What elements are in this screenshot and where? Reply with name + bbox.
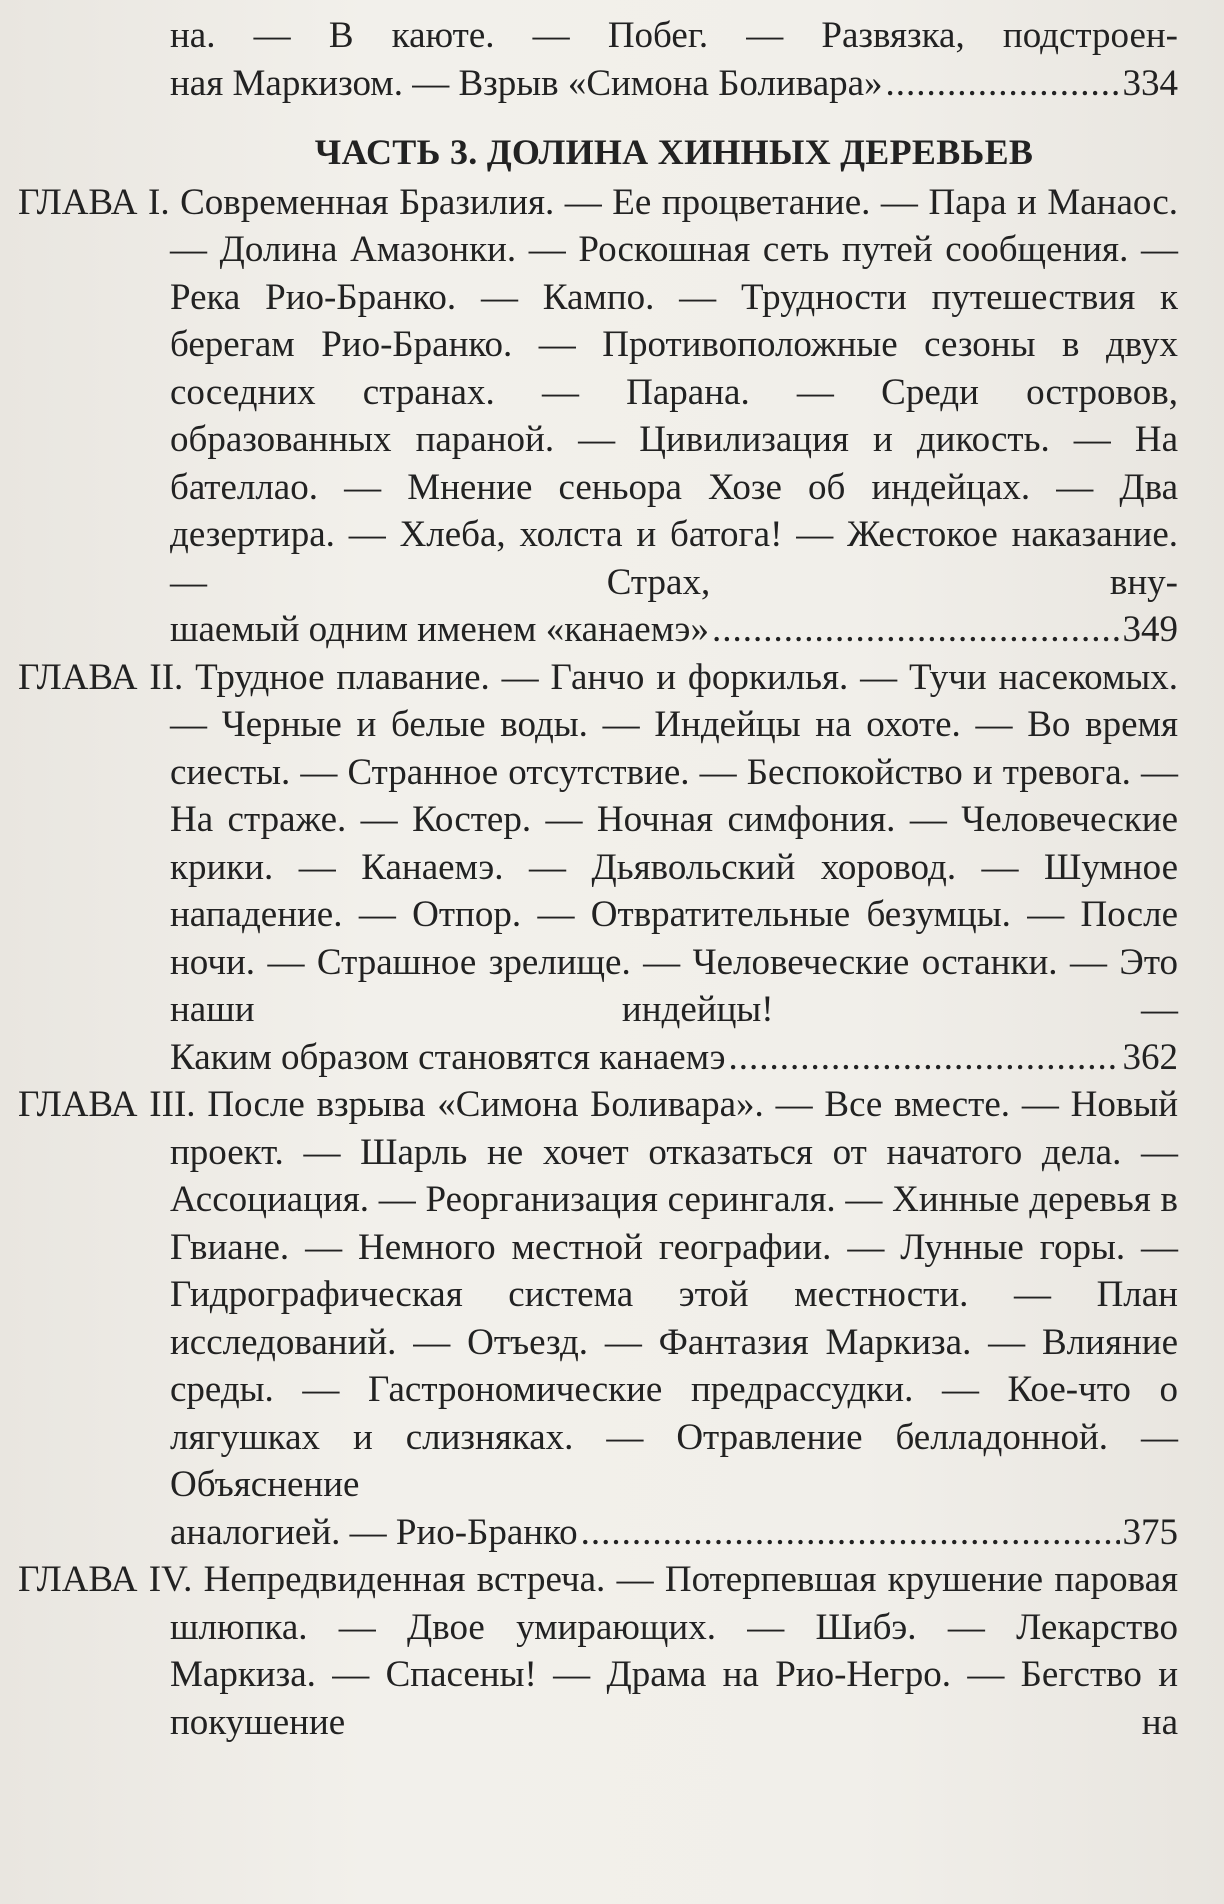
chapter-summary: Современная Бразилия. — Ее процветание. — Пара и Манаос. — Долина Амазонки. — Роскошная сеть путей сообщения. — Река Рио-Бранко. — Кампо. — Трудности путешествия к берегам Рио-Бранко. — Противоположные сезоны в двух соседних странах. — Парана. — Среди островов, образованных параной. — Цивилизация и дикость. — На бателлао. — Мнение сеньора Хозе об индейцах. — Два дезертира. — Хлеба, холста и батога! — Жестокое наказание. — Страх, вну- — [170, 181, 1179, 603]
dot-leader — [728, 1034, 1119, 1082]
chapter-label: ГЛАВА IV. — [18, 1559, 193, 1600]
entry-text: на. — В каюте. — Побег. — Развязка, подстроен- — [170, 15, 1178, 56]
entry-last-line-text: Каким образом становятся канаемэ — [170, 1036, 726, 1078]
page-number: 362 — [1122, 1036, 1178, 1078]
entry-text — [18, 1081, 1178, 1509]
entry-last-line — [18, 1509, 1178, 1557]
toc-entry-chapter-1 — [18, 179, 1178, 654]
dot-leader — [581, 1509, 1120, 1557]
entry-last-line — [18, 60, 1178, 108]
entry-text — [18, 654, 1178, 1034]
page-number: 349 — [1122, 609, 1178, 650]
entry-last-line-text: шаемый одним именем «канаемэ» — [170, 609, 709, 650]
toc-entry-chapter-2 — [18, 654, 1178, 1082]
entry-text — [18, 1556, 1178, 1746]
toc-entry-chapter-4 — [18, 1556, 1178, 1746]
part-heading: ЧАСТЬ 3. ДОЛИНА ХИННЫХ ДЕРЕВЬЕВ — [314, 132, 1034, 172]
chapter-label: ГЛАВА III. — [18, 1084, 196, 1125]
toc-entry-continued — [18, 12, 1178, 107]
entry-last-line-text: ная Маркизом. — Взрыв «Симона Боливара» — [170, 62, 883, 104]
entry-text — [18, 179, 1178, 607]
dot-leader — [886, 60, 1120, 108]
chapter-label: ГЛАВА I. — [18, 181, 170, 223]
chapter-label: ГЛАВА II. — [18, 656, 184, 698]
entry-last-line — [18, 606, 1178, 654]
page-number: 375 — [1122, 1511, 1178, 1553]
toc-entry-chapter-3 — [18, 1081, 1178, 1556]
chapter-summary: Непредвиденная встреча. — Потерпевшая крушение паровая шлюпка. — Двое умирающих. — Шибэ. — Лекарство Маркиза. — Спасены! — Драма на Рио-Негро. — Бегство и покушение на — [170, 1559, 1179, 1743]
page-number: 334 — [1122, 62, 1178, 104]
table-of-contents — [18, 12, 1178, 1746]
chapter-summary: Трудное плавание. — Ганчо и форкилья. — Тучи насекомых. — Черные и белые воды. — Индейцы на охоте. — Во время сиесты. — Странное отсутствие. — Беспокойство и тревога. — На страже. — Костер. — Ночная симфония. — Человеческие крики. — Канаемэ. — Дьявольский хоровод. — Шумное нападение. — Отпор. — Отвратительные безумцы. — После ночи. — Страшное зрелище. — Человеческие останки. — Это наши индейцы! — — [170, 656, 1178, 1030]
dot-leader — [712, 606, 1120, 654]
chapter-summary: После взрыва «Симона Боливара». — Все вместе. — Новый проект. — Шарль не хочет отказаться от начатого дела. — Ассоциация. — Реорганизация серингаля. — Хинные деревья в Гвиане. — Немного местной географии. — Лунные горы. — Гидрографическая система этой местности. — План исследований. — Отъезд. — Фантазия Маркиза. — Влияние среды. — Гастрономические предрассудки. — Кое-что о лягушках и слизняках. — Отравление белладонной. — Объяснение — [170, 1084, 1178, 1505]
entry-last-line — [18, 1034, 1178, 1082]
entry-last-line-text: аналогией. — Рио-Бранко — [170, 1511, 578, 1553]
